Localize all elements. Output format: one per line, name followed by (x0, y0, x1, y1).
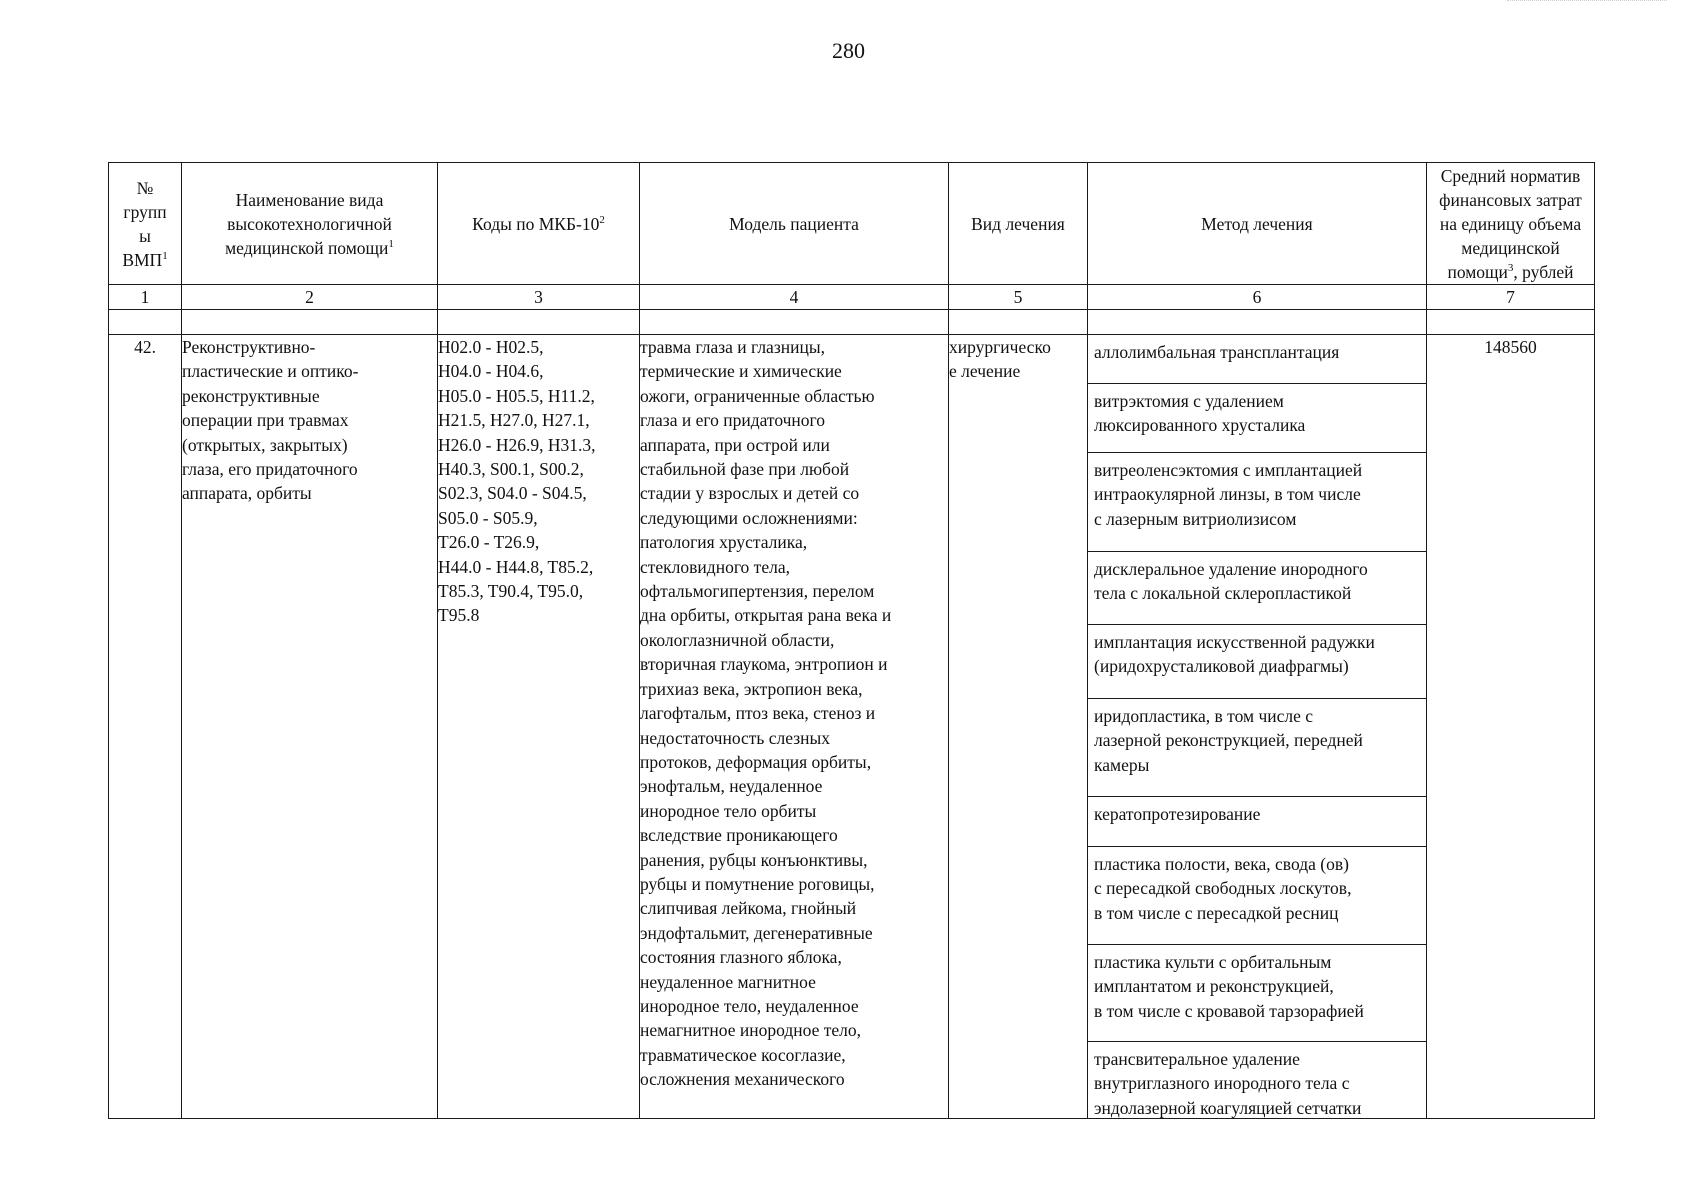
treatment-method: трансвитеральное удаление внутриглазного инородного тела с эндолазерной коагуляцией сетчатки (1094, 1049, 1362, 1118)
vmp-table (108, 162, 1595, 1119)
column-number: 3 (438, 285, 640, 310)
header-group-number: № групп ы ВМП$^1$ (109, 163, 182, 285)
header-treatment-method: Метод лечения (1088, 163, 1427, 285)
treatment-method: витреоленсэктомия с имплантацией интраокулярной линзы, в том числе с лазерным витриолизисом (1088, 453, 1426, 552)
treatment-method: пластика культи с орбитальным имплантатом и реконструкцией, в том числе с кровавой тарзорафией (1088, 945, 1426, 1042)
column-number-row (109, 285, 1595, 310)
header-icd-codes: Коды по МКБ-$10^2$ (438, 163, 640, 285)
treatment-type: хирургическо е лечение (949, 335, 1088, 1119)
treatment-method: дисклеральное удаление инородного тела с локальной склеропластикой (1088, 552, 1426, 625)
column-number: 7 (1427, 285, 1595, 310)
column-number: 4 (640, 285, 949, 310)
scan-edge-mark (1507, 0, 1667, 3)
treatment-method: кератопротезирование (1088, 797, 1426, 847)
average-cost: 148560 (1427, 335, 1595, 1119)
column-number: 5 (949, 285, 1088, 310)
spacer-row (109, 310, 1595, 335)
header-patient-model: Модель пациента (640, 163, 949, 285)
treatment-method: пластика полости, века, свода (ов) с пересадкой свободных лоскутов, в том числе с пересадкой ресниц (1088, 847, 1426, 945)
column-number: 2 (182, 285, 438, 310)
header-row (109, 163, 1595, 285)
treatment-method: витрэктомия с удалением люксированного хрусталика (1088, 384, 1426, 453)
column-number: 1 (109, 285, 182, 310)
treatment-methods (1088, 335, 1427, 1119)
page-number: 280 (832, 38, 865, 63)
treatment-method: имплантация искусственной радужки (иридохрусталиковой диафрагмы) (1088, 625, 1426, 699)
column-number: 6 (1088, 285, 1427, 310)
patient-model: травма глаза и глазницы, термические и химические ожоги, ограниченные областью глаза и его придаточного аппарата, при острой или стабильной фазе при любой стадии у взрослых и детей со следующими осложнениями: патология хрусталика, стекловидного тела, офтальмогипертензия, перелом дна орбиты, открытая рана века и окологлазничной области, вторичная глаукома, энтропион и трихиаз века, эктропион века, лагофтальм, птоз века, стеноз и недостаточность слезных протоков, деформация орбиты, энофтальм, неудаленное инородное тело орбиты вследствие проникающего ранения, рубцы конъюнктивы, рубцы и помутнение роговицы, слипчивая лейкома, гнойный эндофтальмит, дегенеративные состояния глазного яблока, неудаленное магнитное инородное тело, неудаленное немагнитное инородное тело, травматическое косоглазие, осложнения механического (640, 335, 949, 1119)
treatment-method: аллолимбальная трансплантация (1088, 335, 1426, 384)
icd-codes: H02.0 - H02.5, H04.0 - H04.6, H05.0 - H05.5, H11.2, H21.5, H27.0, H27.1, H26.0 - H26.9, H31.3, H40.3, S00.1, S00.2, S02.3, S04.0 - S04.5, S05.0 - S05.9, T26.0 - T26.9, H44.0 - H44.8, T85.2, T85.3, T90.4, T95.0, T95.8 (438, 335, 640, 1119)
care-name: Реконструктивно- пластические и оптико- реконструктивные операции при травмах (открытых, закрытых) глаза, его придаточного аппарата, орбиты (182, 335, 438, 1119)
treatment-method: иридопластика, в том числе с лазерной реконструкцией, передней камеры (1088, 699, 1426, 797)
header-care-name: Наименование вида высокотехнологичной медицинской помощи$^1$ (182, 163, 438, 285)
table-row (109, 335, 1595, 1119)
header-average-cost: Средний норматив финансовых затрат на единицу объема медицинской помощи$^3$, рублей (1427, 163, 1595, 285)
header-treatment-type: Вид лечения (949, 163, 1088, 285)
group-number: 42. (109, 335, 182, 1119)
